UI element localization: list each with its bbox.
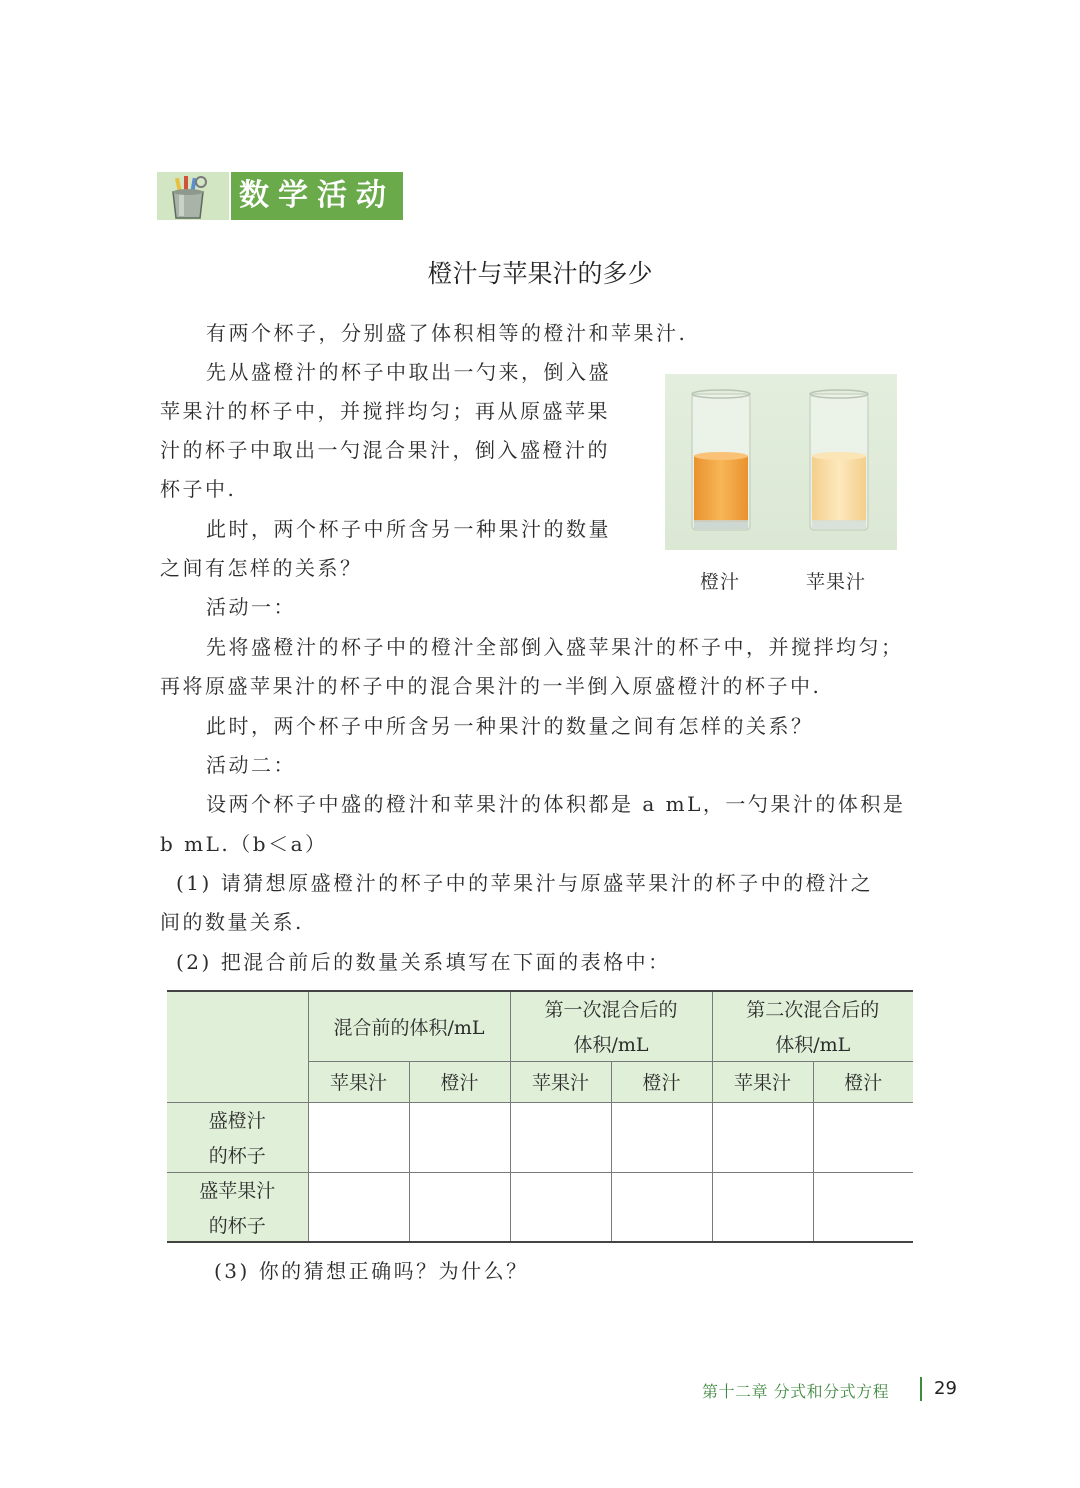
activity-icon-box — [157, 172, 229, 220]
table-row — [167, 1172, 913, 1242]
row-header-line-1: 盛苹果汁 — [199, 1179, 276, 1202]
row-header-line-1: 盛橙汁 — [208, 1110, 266, 1132]
question-3: (3) 你的猜想正确吗？为什么？ — [214, 1259, 529, 1283]
caption-orange-juice: 橙汁 — [700, 571, 741, 593]
activity1-line-1: 先将盛橙汁的杯子中的橙汁全部倒入盛苹果汁的杯子中，并搅拌均匀； — [206, 635, 904, 659]
activity1-line-3: 此时，两个杯子中所含另一种果汁的数量之间有怎样的关系？ — [206, 714, 814, 738]
subheader-cell: 苹果汁 — [308, 1061, 409, 1102]
header-first-mixing — [510, 991, 712, 1061]
intro-p3-line-1: 此时，两个杯子中所含另一种果汁的数量 — [206, 517, 611, 541]
header-second-mixing-line-1: 第二次混合后的 — [746, 999, 880, 1022]
row-header-line-2: 的杯子 — [208, 1145, 266, 1167]
intro-p2-line-2: 苹果汁的杯子中，并搅拌均匀；再从原盛苹果 — [160, 399, 610, 423]
header-second-mixing-line-2: 体积/mL — [775, 1034, 851, 1057]
intro-p3-line-2: 之间有怎样的关系？ — [160, 556, 363, 580]
juice-glasses-photo — [665, 374, 897, 550]
empty-cell — [712, 1172, 813, 1242]
page-title: 橙汁与苹果汁的多少 — [427, 259, 653, 288]
empty-cell — [813, 1102, 913, 1172]
question-1-line-2: 间的数量关系. — [160, 910, 304, 934]
empty-cell — [409, 1102, 510, 1172]
question-1-line-1: (1) 请猜想原盛橙汁的杯子中的苹果汁与原盛苹果汁的杯子中的橙汁之 — [176, 871, 874, 895]
activity-badge-title: 数学活动 — [231, 172, 403, 220]
subheader-cell: 橙汁 — [611, 1061, 712, 1102]
table-corner-cell — [167, 991, 308, 1102]
apple-juice-glass — [810, 390, 868, 530]
empty-cell — [409, 1172, 510, 1242]
empty-cell — [308, 1172, 409, 1242]
caption-apple-juice: 苹果汁 — [806, 571, 867, 593]
activity1-heading: 活动一： — [206, 595, 296, 619]
header-first-mixing-line-1: 第一次混合后的 — [544, 999, 678, 1022]
pencil-cup-icon — [157, 172, 229, 220]
table-row — [167, 1102, 913, 1172]
subheader-cell: 苹果汁 — [510, 1061, 611, 1102]
question-2: (2) 把混合前后的数量关系填写在下面的表格中： — [176, 950, 671, 974]
header-second-mixing — [712, 991, 913, 1061]
row-header-line-2: 的杯子 — [208, 1214, 266, 1237]
header-before-mixing — [308, 991, 510, 1061]
intro-p2-line-1: 先从盛橙汁的杯子中取出一勺来，倒入盛 — [206, 360, 611, 384]
empty-cell — [712, 1102, 813, 1172]
row-header-orange-cup — [167, 1102, 308, 1172]
empty-cell — [611, 1102, 712, 1172]
page-number: 29 — [934, 1378, 957, 1399]
activity2-line-2: b mL.（b＜a） — [160, 832, 328, 856]
subheader-cell: 橙汁 — [409, 1061, 510, 1102]
subheader-cell: 苹果汁 — [712, 1061, 813, 1102]
intro-p2-line-3: 汁的杯子中取出一勺混合果汁，倒入盛橙汁的 — [160, 438, 610, 462]
empty-cell — [611, 1172, 712, 1242]
orange-juice-glass — [692, 390, 750, 530]
header-before-mixing-label: 混合前的体积/mL — [333, 1016, 485, 1039]
empty-cell — [510, 1172, 611, 1242]
row-header-apple-cup — [167, 1172, 308, 1242]
footer-divider — [920, 1377, 922, 1401]
empty-cell — [510, 1102, 611, 1172]
activity2-line-1: 设两个杯子中盛的橙汁和苹果汁的体积都是 a mL，一勺果汁的体积是 — [206, 792, 906, 816]
intro-line-1: 有两个杯子，分别盛了体积相等的橙汁和苹果汁. — [206, 321, 688, 345]
intro-p2-line-4: 杯子中. — [160, 477, 237, 501]
activity1-line-2: 再将原盛苹果汁的杯子中的混合果汁的一半倒入原盛橙汁的杯子中. — [160, 674, 822, 698]
footer-chapter: 第十二章 分式和分式方程 — [702, 1382, 890, 1401]
mixing-volume-table — [167, 990, 913, 1243]
empty-cell — [308, 1102, 409, 1172]
subheader-cell: 橙汁 — [813, 1061, 913, 1102]
header-first-mixing-line-2: 体积/mL — [573, 1034, 649, 1057]
activity2-heading: 活动二： — [206, 753, 296, 777]
empty-cell — [813, 1172, 913, 1242]
